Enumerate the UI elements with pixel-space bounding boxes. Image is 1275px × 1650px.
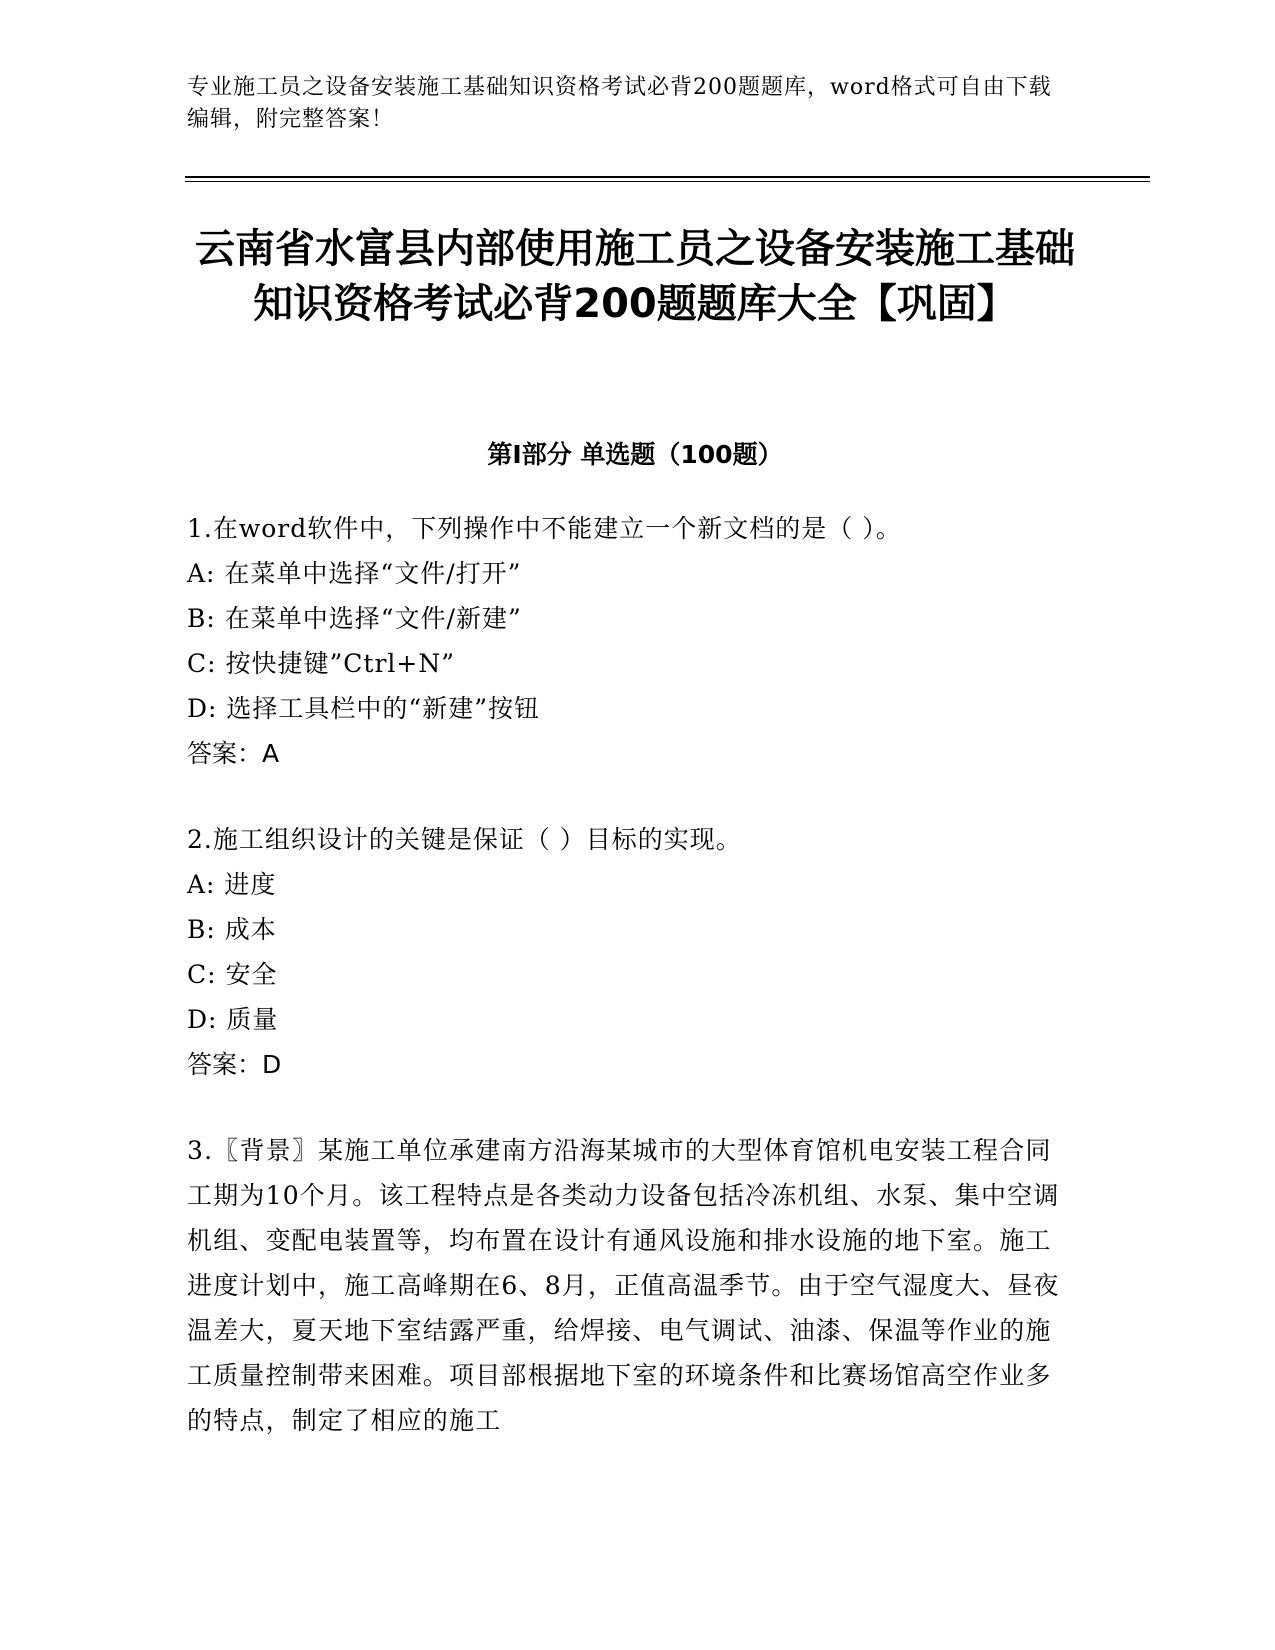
question-block [187, 1128, 1067, 1443]
option-a: A: 进度 [187, 870, 277, 899]
question-stem: 1.在word软件中，下列操作中不能建立一个新文档的是（ ）。 [187, 514, 902, 543]
question-stem: 3.〖背景〗某施工单位承建南方沿海某城市的大型体育馆机电安装工程合同工期为10个月。该工程特点是各类动力设备包括冷冻机组、水泵、集中空调机组、变配电装置等，均布置在设计有通风设施和排水设施的地下室。施工进度计划中，施工高峰期在6、8月，正值高温季节。由于空气湿度大、昼夜温差大，夏天地下室结露严重，给焊接、电气调试、油漆、保温等作业的施工质量控制带来困难。项目部根据地下室的环境条件和比赛场馆高空作业多的特点，制定了相应的施工 [187, 1136, 1060, 1435]
question-block [187, 817, 1067, 1087]
answer-line: 答案：A [187, 739, 280, 768]
option-a: A: 在菜单中选择“文件/打开” [187, 559, 522, 588]
option-d: D: 质量 [187, 1005, 279, 1034]
option-b: B: 成本 [187, 915, 277, 944]
document-title: 云南省水富县内部使用施工员之设备安装施工基础知识资格考试必背200题题库大全【巩固】 [195, 226, 1075, 327]
question-block [187, 506, 1067, 776]
header-rule-thin [185, 181, 1150, 182]
answer-line: 答案：D [187, 1050, 282, 1079]
header-rule-thick [185, 176, 1150, 178]
header-note: 专业施工员之设备安装施工基础知识资格考试必背200题题库，word格式可自由下载编辑，附完整答案！ [187, 75, 1052, 132]
option-c: C: 安全 [187, 960, 278, 989]
section-heading: 第I部分 单选题（100题） [487, 440, 783, 469]
question-stem: 2.施工组织设计的关键是保证（ ）目标的实现。 [187, 825, 742, 854]
option-d: D: 选择工具栏中的“新建”按钮 [187, 694, 540, 723]
option-c: C: 按快捷键”Ctrl+N” [187, 649, 456, 678]
option-b: B: 在菜单中选择“文件/新建” [187, 604, 522, 633]
